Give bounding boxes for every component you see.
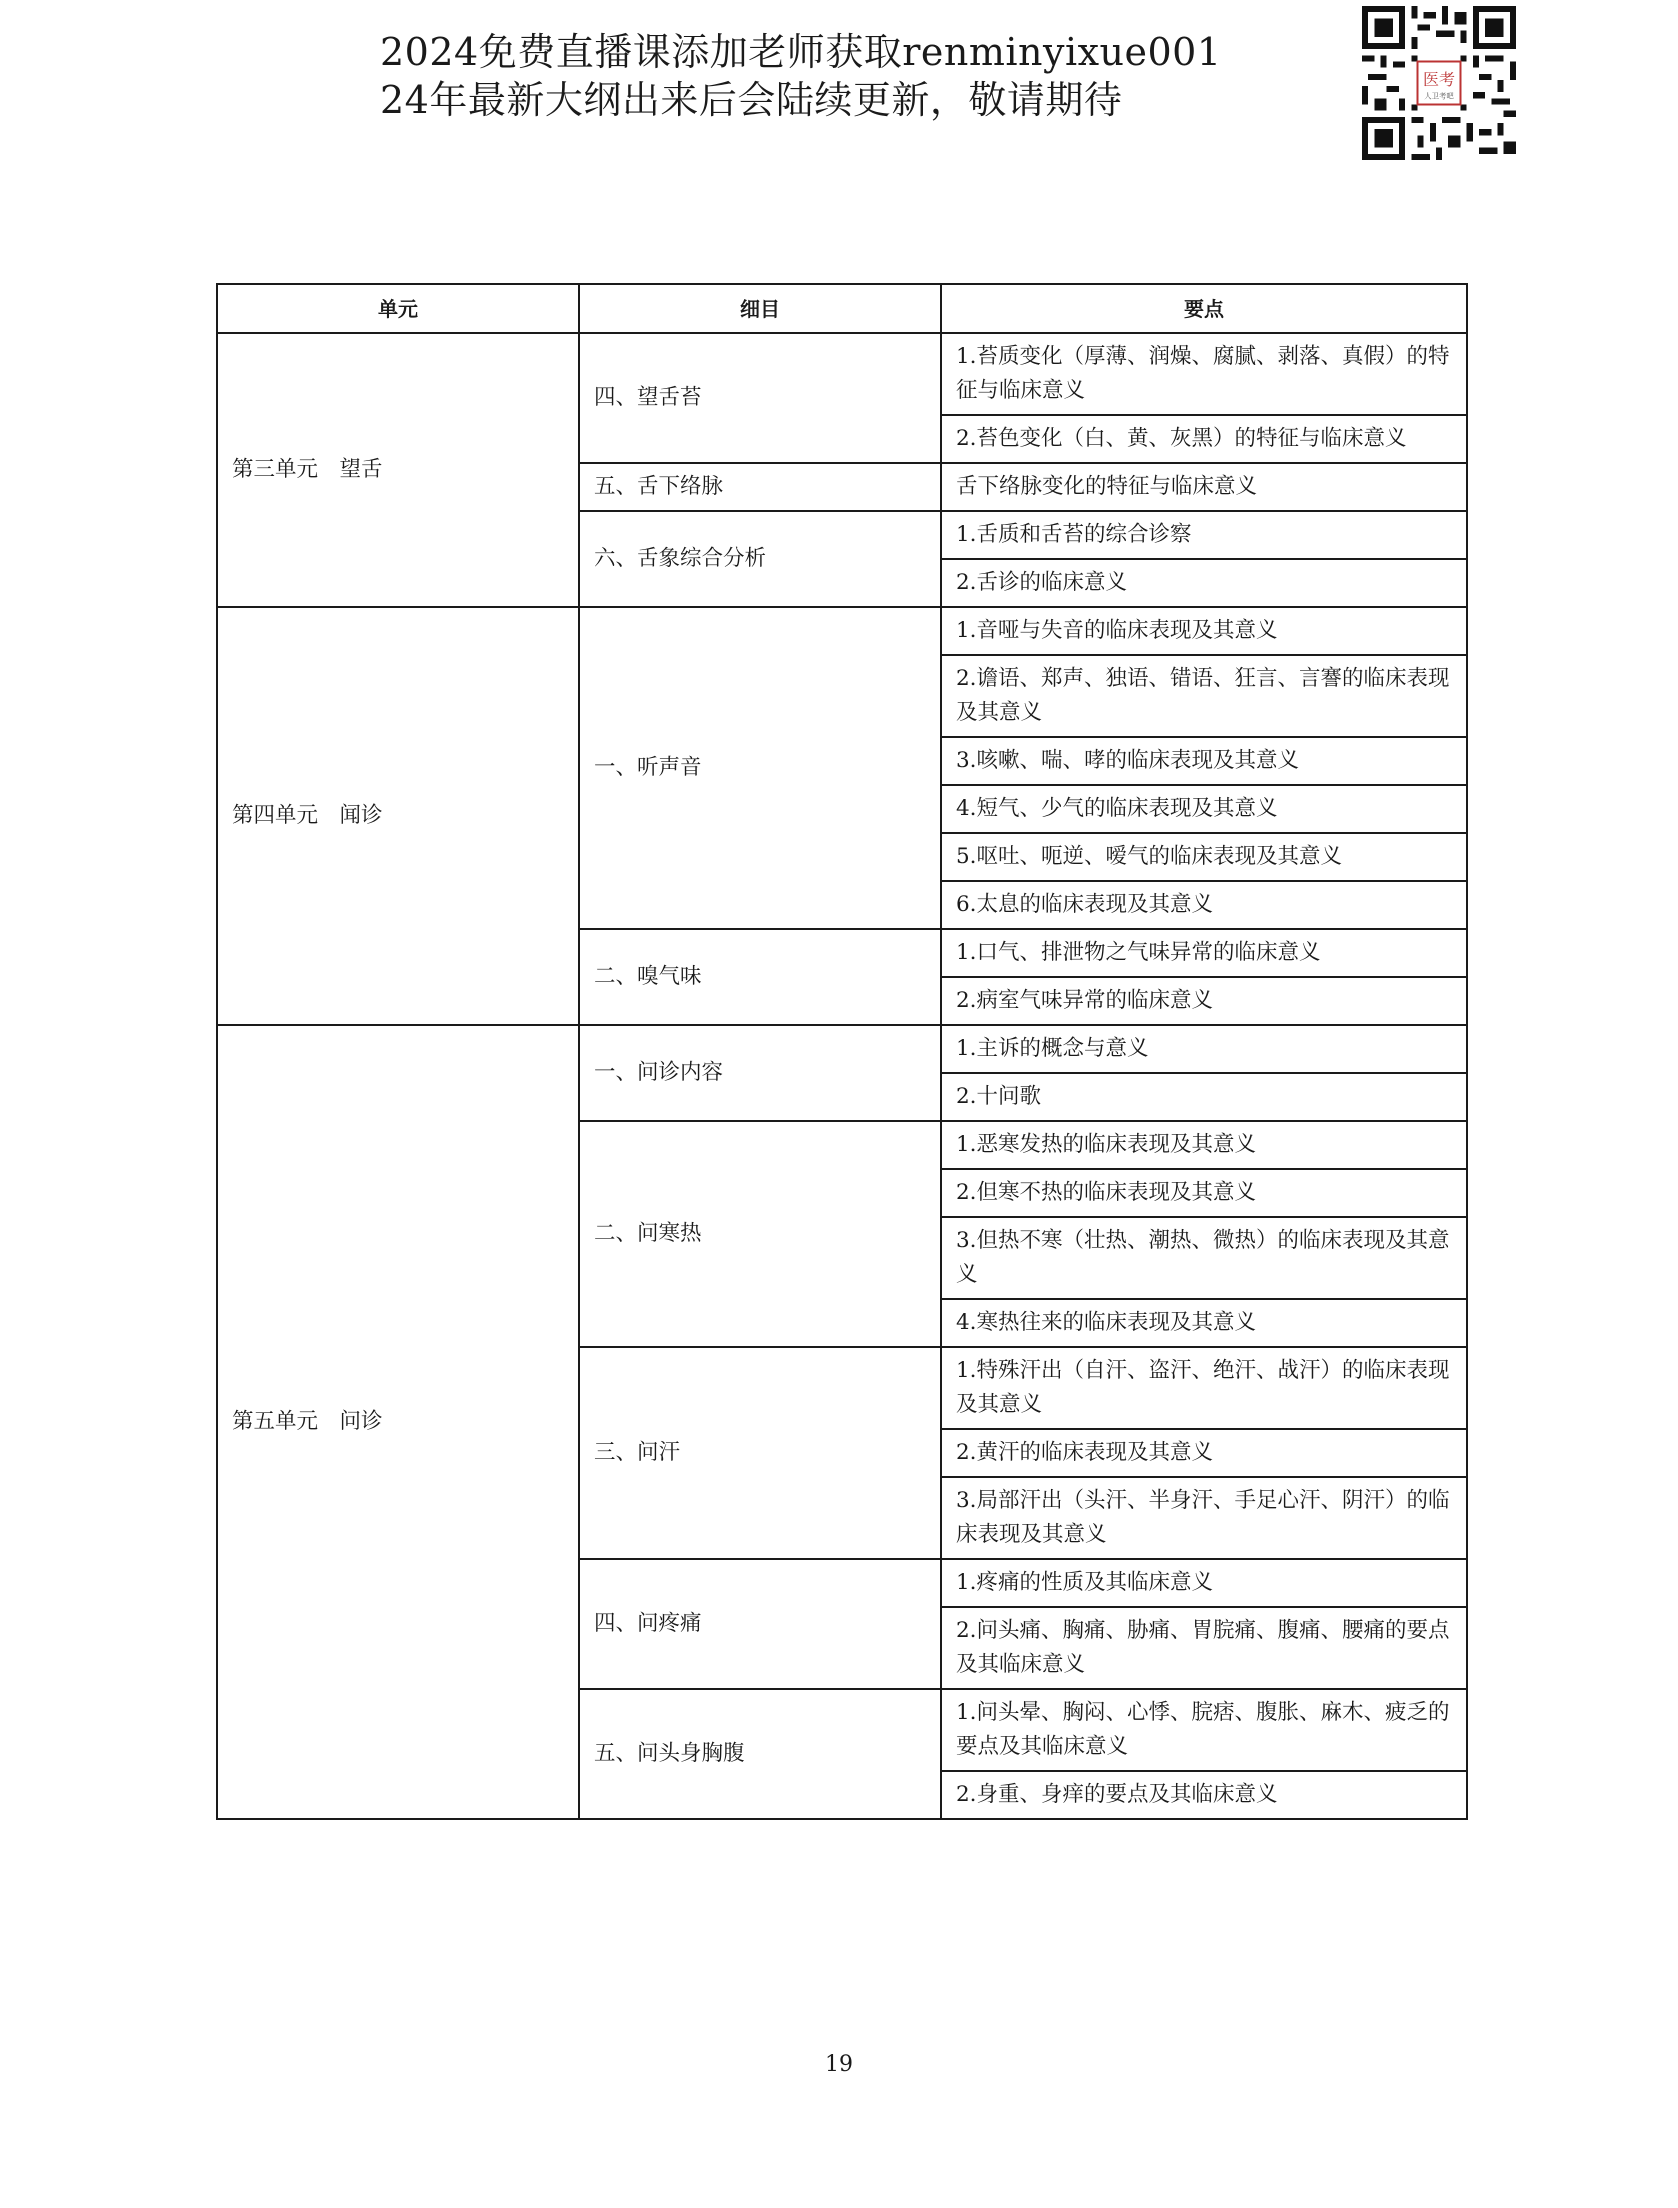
point-cell: 2.谵语、郑声、独语、错语、狂言、言謇的临床表现及其意义 — [941, 655, 1467, 737]
header-line-2: 24年最新大纲出来后会陆续更新，敬请期待 — [380, 78, 1123, 122]
point-cell: 1.苔质变化（厚薄、润燥、腐腻、剥落、真假）的特征与临床意义 — [941, 333, 1467, 415]
point-cell: 1.主诉的概念与意义 — [941, 1025, 1467, 1073]
item-cell: 四、问疼痛 — [579, 1559, 941, 1689]
point-cell: 1.问头晕、胸闷、心悸、脘痞、腹胀、麻木、疲乏的要点及其临床意义 — [941, 1689, 1467, 1771]
point-cell: 2.但寒不热的临床表现及其意义 — [941, 1169, 1467, 1217]
point-cell: 2.病室气味异常的临床意义 — [941, 977, 1467, 1025]
qr-center-text: 医考 — [1422, 69, 1456, 89]
table-row — [217, 1025, 1467, 1073]
point-cell: 2.舌诊的临床意义 — [941, 559, 1467, 607]
syllabus-table — [216, 283, 1468, 1820]
item-cell: 一、问诊内容 — [579, 1025, 941, 1121]
table-row — [217, 333, 1467, 415]
point-cell: 舌下络脉变化的特征与临床意义 — [941, 463, 1467, 511]
item-cell: 五、问头身胸腹 — [579, 1689, 941, 1819]
item-cell: 二、问寒热 — [579, 1121, 941, 1347]
unit-cell: 第五单元 问诊 — [217, 1025, 579, 1819]
point-cell: 2.十问歌 — [941, 1073, 1467, 1121]
point-cell: 3.局部汗出（头汗、半身汗、手足心汗、阴汗）的临床表现及其意义 — [941, 1477, 1467, 1559]
header-line-1: 2024免费直播课添加老师获取renminyixue001 — [380, 30, 1222, 74]
page-header — [380, 28, 1222, 124]
point-cell: 6.太息的临床表现及其意义 — [941, 881, 1467, 929]
point-cell: 4.短气、少气的临床表现及其意义 — [941, 785, 1467, 833]
point-cell: 1.舌质和舌苔的综合诊察 — [941, 511, 1467, 559]
item-cell: 六、舌象综合分析 — [579, 511, 941, 607]
point-cell: 1.口气、排泄物之气味异常的临床意义 — [941, 929, 1467, 977]
unit-cell: 第四单元 闻诊 — [217, 607, 579, 1025]
unit-cell: 第三单元 望舌 — [217, 333, 579, 607]
point-cell: 1.特殊汗出（自汗、盗汗、绝汗、战汗）的临床表现及其意义 — [941, 1347, 1467, 1429]
item-cell: 三、问汗 — [579, 1347, 941, 1559]
point-cell: 2.问头痛、胸痛、胁痛、胃脘痛、腹痛、腰痛的要点及其临床意义 — [941, 1607, 1467, 1689]
qr-center-subtext: 人卫考吧 — [1424, 91, 1454, 101]
point-cell: 4.寒热往来的临床表现及其意义 — [941, 1299, 1467, 1347]
item-cell: 一、听声音 — [579, 607, 941, 929]
point-cell: 2.苔色变化（白、黄、灰黑）的特征与临床意义 — [941, 415, 1467, 463]
point-cell: 2.黄汗的临床表现及其意义 — [941, 1429, 1467, 1477]
column-header-points: 要点 — [941, 284, 1467, 333]
table-header-row — [217, 284, 1467, 333]
point-cell: 2.身重、身痒的要点及其临床意义 — [941, 1771, 1467, 1819]
column-header-item: 细目 — [579, 284, 941, 333]
qr-code-icon[interactable] — [1362, 6, 1516, 160]
point-cell: 3.咳嗽、喘、哮的临床表现及其意义 — [941, 737, 1467, 785]
point-cell: 1.恶寒发热的临床表现及其意义 — [941, 1121, 1467, 1169]
table-row — [217, 607, 1467, 655]
point-cell: 3.但热不寒（壮热、潮热、微热）的临床表现及其意义 — [941, 1217, 1467, 1299]
point-cell: 5.呕吐、呃逆、嗳气的临床表现及其意义 — [941, 833, 1467, 881]
page-number: 19 — [825, 2052, 853, 2077]
column-header-unit: 单元 — [217, 284, 579, 333]
point-cell: 1.音哑与失音的临床表现及其意义 — [941, 607, 1467, 655]
item-cell: 五、舌下络脉 — [579, 463, 941, 511]
point-cell: 1.疼痛的性质及其临床意义 — [941, 1559, 1467, 1607]
item-cell: 二、嗅气味 — [579, 929, 941, 1025]
item-cell: 四、望舌苔 — [579, 333, 941, 463]
